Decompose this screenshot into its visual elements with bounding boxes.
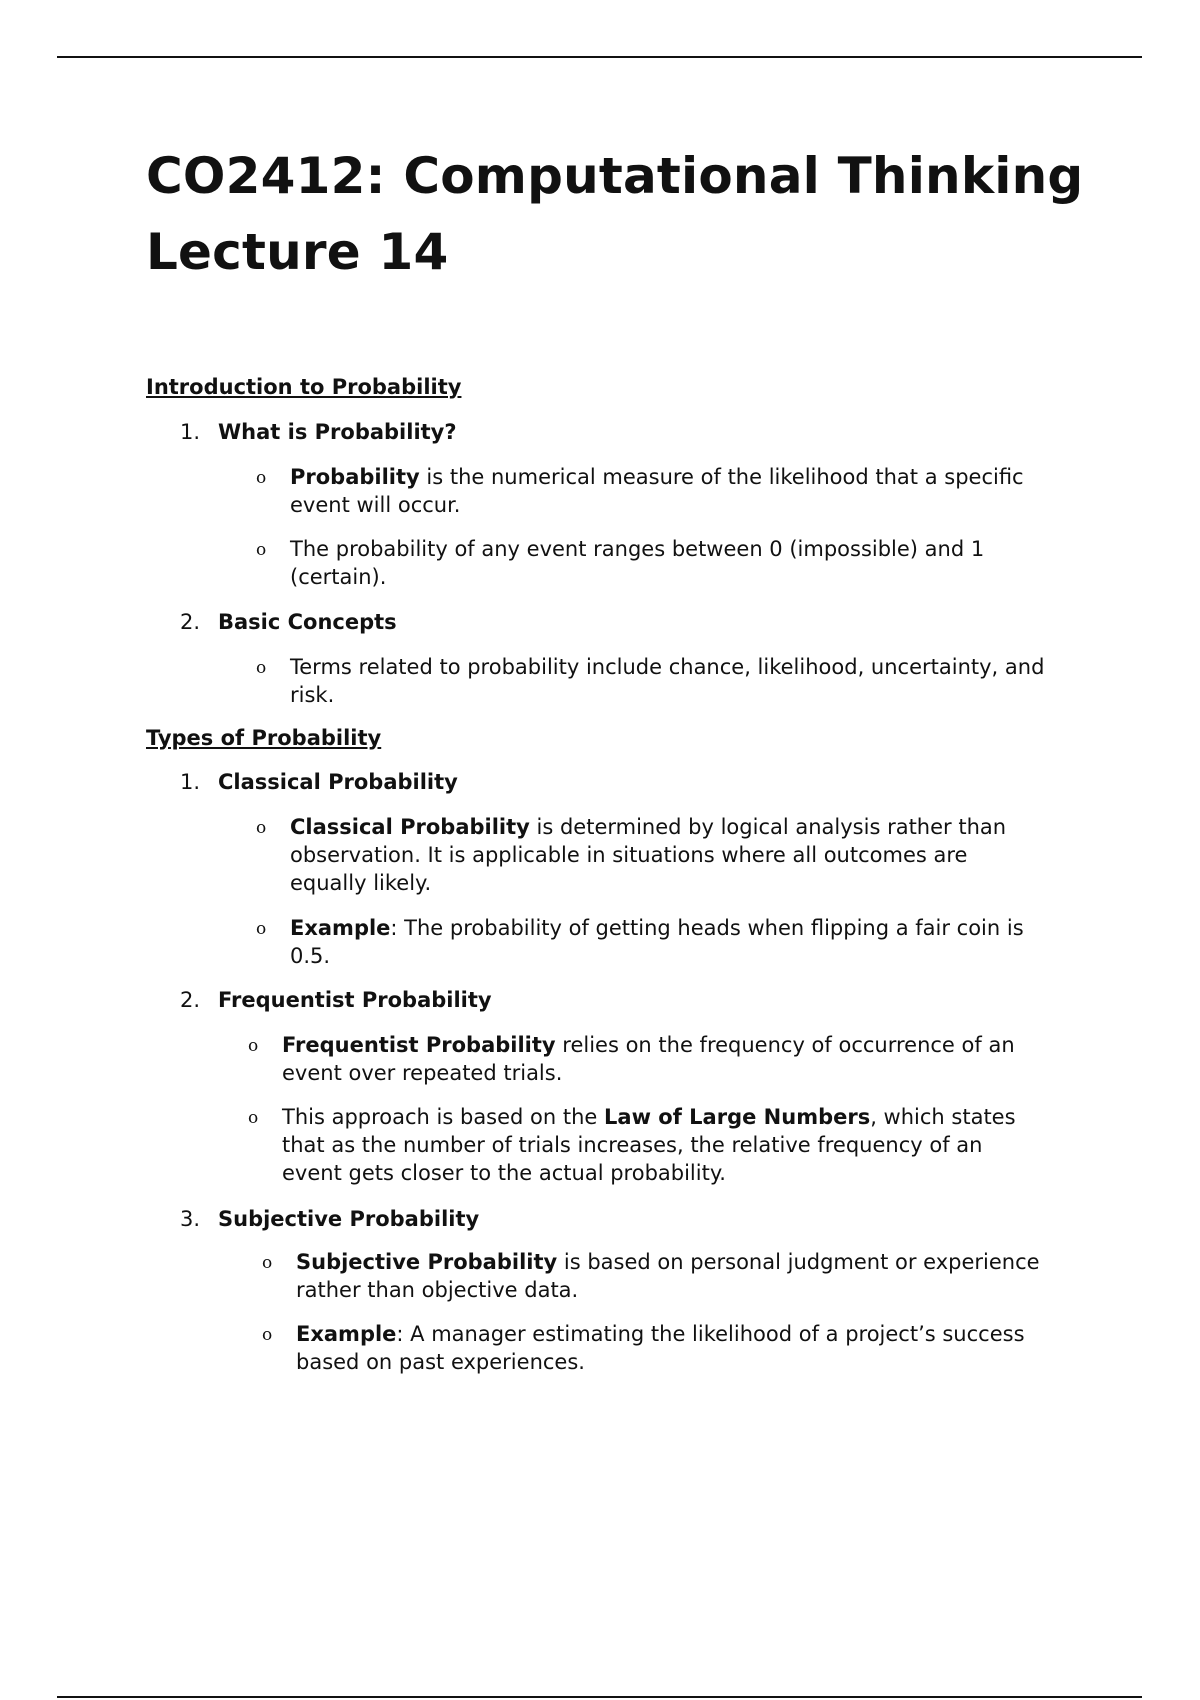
list-item-basic-concepts: 2. Basic Concepts (180, 610, 397, 634)
top-rule (57, 56, 1142, 58)
title-line-2: Lecture 14 (146, 223, 449, 281)
section-heading-introduction: Introduction to Probability (146, 375, 462, 399)
bullet-marker-icon: o (256, 468, 267, 488)
bullet-related-terms: o Terms related to probability include chance, likelihood, uncertainty, and risk. (256, 655, 1045, 707)
bullet-subjective-example: o Example: A manager estimating the likelihood of a project’s success based on past experiences. (262, 1322, 1025, 1374)
title-line-1: CO2412: Computational Thinking (146, 147, 1084, 205)
bullet-marker-icon: o (262, 1253, 273, 1273)
bullet-marker-icon: o (256, 658, 267, 678)
bullet-marker-icon: o (262, 1325, 273, 1345)
bullet-marker-icon: o (256, 919, 267, 939)
page-title (146, 138, 1106, 290)
bullet-marker-icon: o (256, 818, 267, 838)
list-item-subjective: 3. Subjective Probability (180, 1207, 480, 1231)
bullet-marker-icon: o (248, 1108, 259, 1128)
bottom-rule (57, 1696, 1142, 1698)
bullet-probability-range: o The probability of any event ranges between 0 (impossible) and 1 (certain). (256, 537, 985, 589)
section-heading-types: Types of Probability (146, 726, 382, 750)
bullet-law-of-large-numbers: o This approach is based on the Law of Large Numbers, which states that as the number of trials increases, the relative frequency of an event gets closer to the actual probability. (248, 1105, 1016, 1185)
bullet-subjective-definition: o Subjective Probability is based on personal judgment or experience rather than objective data. (262, 1250, 1040, 1302)
list-item-frequentist: 2. Frequentist Probability (180, 988, 492, 1012)
bullet-frequentist-definition: o Frequentist Probability relies on the frequency of occurrence of an event over repeated trials. (248, 1033, 1015, 1085)
list-item-classical: 1. Classical Probability (180, 770, 458, 794)
bullet-probability-definition: o Probability is the numerical measure of the likelihood that a specific event will occur. (256, 465, 1024, 517)
list-item-what-is-probability: 1. What is Probability? (180, 420, 457, 444)
bullet-marker-icon: o (256, 540, 267, 560)
bullet-classical-example: o Example: The probability of getting heads when flipping a fair coin is 0.5. (256, 916, 1024, 968)
bullet-marker-icon: o (248, 1036, 259, 1056)
bullet-classical-definition: o Classical Probability is determined by logical analysis rather than observation. It is applicable in situations where all outcomes are equally likely. (256, 815, 1007, 895)
